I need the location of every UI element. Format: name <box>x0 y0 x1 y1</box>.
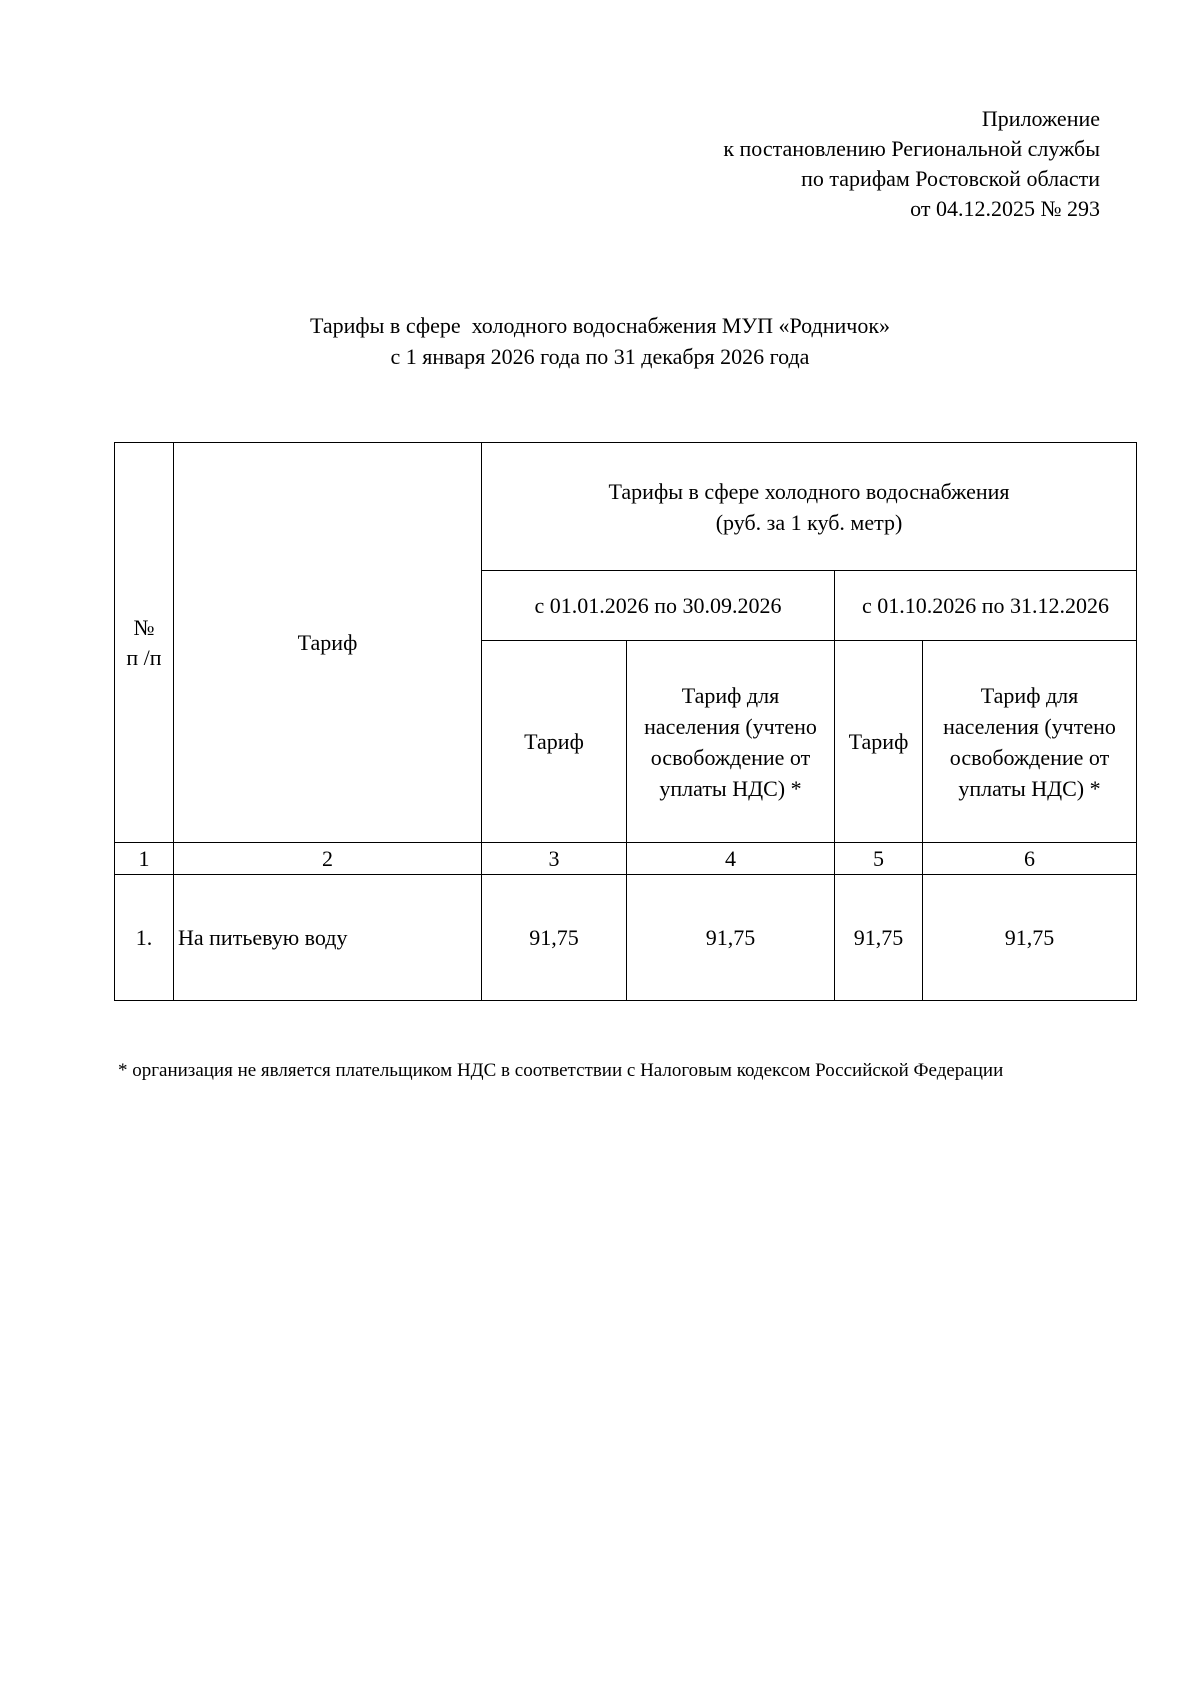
header-population-line: освобождение от <box>949 744 1110 770</box>
column-number: 1 <box>115 843 174 875</box>
document-title <box>0 310 1200 372</box>
header-population-line: населения (учтено <box>644 713 817 739</box>
header-group-line: (руб. за 1 куб. метр) <box>715 509 903 535</box>
header-tariff-name: Тариф <box>174 443 482 843</box>
tariff-table <box>114 442 1137 1001</box>
appendix-line: от 04.12.2025 № 293 <box>910 196 1100 221</box>
header-population-line: Тариф для <box>980 682 1079 708</box>
header-population-line: освобождение от <box>650 744 811 770</box>
header-population-line: уплаты НДС) * <box>659 775 802 801</box>
column-number: 5 <box>835 843 923 875</box>
header-group <box>482 443 1137 571</box>
row-value: 91,75 <box>923 875 1137 1001</box>
row-value: 91,75 <box>835 875 923 1001</box>
appendix-line: Приложение <box>981 106 1100 131</box>
column-number: 6 <box>923 843 1137 875</box>
header-period-1: с 01.01.2026 по 30.09.2026 <box>482 571 835 641</box>
row-value: 91,75 <box>482 875 627 1001</box>
column-number: 2 <box>174 843 482 875</box>
column-number: 4 <box>627 843 835 875</box>
header-group-line: Тарифы в сфере холодного водоснабжения <box>608 478 1010 504</box>
appendix-line: по тарифам Ростовской области <box>801 166 1100 191</box>
title-line: с 1 января 2026 года по 31 декабря 2026 года <box>390 344 810 369</box>
header-period-2: с 01.10.2026 по 31.12.2026 <box>835 571 1137 641</box>
row-number: 1. <box>115 875 174 1001</box>
row-value: 91,75 <box>627 875 835 1001</box>
header-row-number <box>115 443 174 843</box>
header-population-line: Тариф для <box>681 682 780 708</box>
header-col-tariff-1: Тариф <box>482 641 627 843</box>
row-name: На питьевую воду <box>174 875 482 1001</box>
header-col-tariff-2: Тариф <box>835 641 923 843</box>
table-row <box>115 875 1137 1001</box>
header-num-symbol: № <box>133 614 155 640</box>
header-population-line: населения (учтено <box>943 713 1116 739</box>
header-col-population-2 <box>923 641 1137 843</box>
appendix-line: к постановлению Региональной службы <box>723 136 1100 161</box>
title-line: Тарифы в сфере холодного водоснабжения МУП «Родничок» <box>309 313 891 338</box>
appendix-block <box>723 104 1100 224</box>
column-numbers-row <box>115 843 1137 875</box>
header-num-abbr: п /п <box>126 644 162 670</box>
column-number: 3 <box>482 843 627 875</box>
footnote: * организация не является плательщиком НДС в соответствии с Налоговым кодексом Российской Федерации <box>118 1060 1004 1081</box>
header-population-line: уплаты НДС) * <box>958 775 1101 801</box>
header-col-population-1 <box>627 641 835 843</box>
